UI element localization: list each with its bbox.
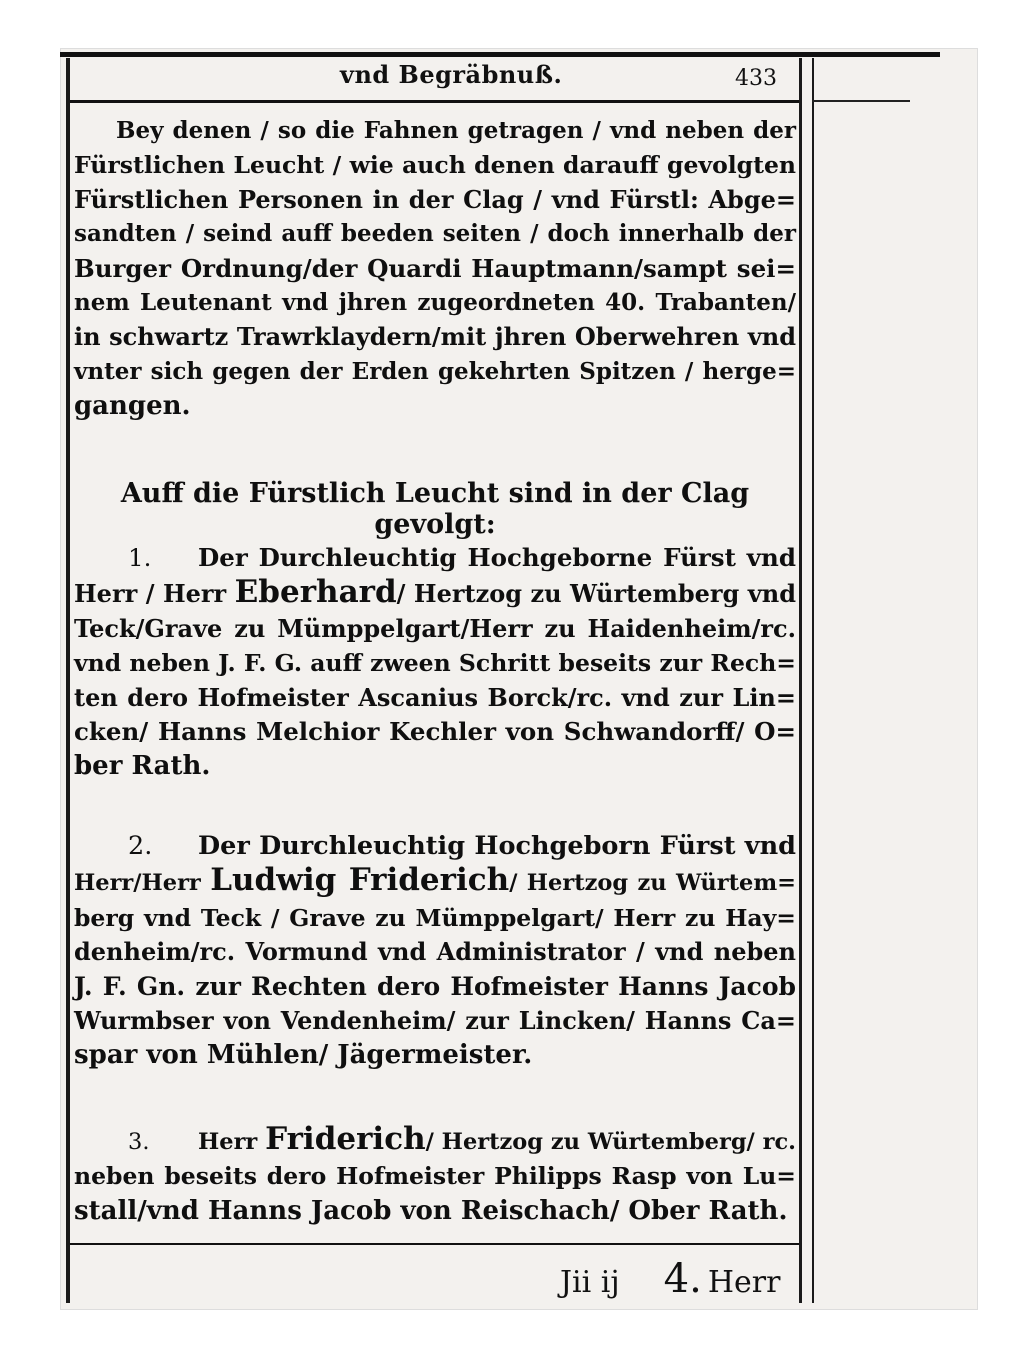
entry-line: cken/ Hanns Melchior Kechler von Schwandorff/ O= xyxy=(74,717,796,747)
entry-line: stall/vnd Hanns Jacob von Reischach/ Ober Rath. xyxy=(74,1195,788,1226)
entry-text: Herr/Herr xyxy=(74,870,211,897)
entry-3 xyxy=(74,1122,796,1228)
entry-name-line xyxy=(74,575,796,611)
header-rule xyxy=(70,100,799,103)
paragraph-line: Fürstlichen Leucht / wie auch denen darauff gevolgten xyxy=(74,151,796,180)
entry-line: vnd neben J. F. G. auff zween Schritt beseits zur Rech= xyxy=(74,649,796,678)
paragraph-line: Burger Ordnung/der Quardi Hauptmann/sampt sei= xyxy=(74,253,796,283)
paragraph-line: in schwartz Trawrklaydern/mit jhren Oberwehren vnd xyxy=(74,322,796,352)
left-frame-rule xyxy=(66,58,70,1303)
entry-line: ten dero Hofmeister Ascanius Borck/rc. vnd zur Lin= xyxy=(74,682,796,712)
entry-line: Wurmbser von Vendenheim/ zur Lincken/ Hanns Ca= xyxy=(74,1006,796,1036)
entry-number: 3. xyxy=(128,1129,150,1155)
entry-text: / Hertzog zu Würtemberg vnd xyxy=(396,579,796,609)
entry-1 xyxy=(74,541,796,784)
opening-paragraph xyxy=(74,114,796,424)
person-name: Friderich xyxy=(265,1121,426,1157)
entry-text: / Hertzog zu Würtem= xyxy=(509,870,796,897)
entry-line: denheim/rc. Vormund vnd Administrator / vnd neben xyxy=(74,937,796,967)
entry-first-line xyxy=(74,1122,796,1159)
top-border-rule xyxy=(60,52,940,57)
entry-name-line xyxy=(74,863,796,900)
page-number: 433 xyxy=(735,66,777,91)
margin-header-rule xyxy=(812,100,910,102)
catchword-line xyxy=(560,1256,780,1302)
margin-frame-rule xyxy=(812,58,814,1303)
signature-mark: Jii ij xyxy=(560,1265,620,1300)
entry-first-line xyxy=(74,829,796,863)
entry-text: / Hertzog zu Würtemberg/ rc. xyxy=(425,1129,796,1155)
entry-line: ber Rath. xyxy=(74,751,211,782)
entry-line: berg vnd Teck / Grave zu Mümppelgart/ Herr zu Hay= xyxy=(74,903,796,932)
entry-2 xyxy=(74,829,796,1073)
entry-number: 1. xyxy=(128,543,152,572)
person-name: Eberhard xyxy=(234,574,397,611)
entry-line: neben beseits dero Hofmeister Philipps Rasp von Lu= xyxy=(74,1162,796,1191)
paragraph-line: gangen. xyxy=(74,391,191,422)
entry-text: Herr / Herr xyxy=(74,579,235,609)
paragraph-line: Fürstlichen Personen in der Clag / vnd Fürstl: Abge= xyxy=(74,184,796,214)
entry-text: Der Durchleuchtig Hochgeborne Fürst vnd xyxy=(198,543,796,572)
right-frame-rule xyxy=(799,58,802,1303)
paragraph-line: sandten / seind auff beeden seiten / doch innerhalb der xyxy=(74,220,796,248)
paragraph-line: Bey denen / so die Fahnen getragen / vnd neben der xyxy=(116,117,796,144)
person-name: Ludwig Friderich xyxy=(210,862,510,899)
paragraph-line: vnter sich gegen der Erden gekehrten Spitzen / herge= xyxy=(74,357,796,385)
entry-line: Teck/Grave zu Mümppelgart/Herr zu Haidenheim/rc. xyxy=(74,613,796,643)
entry-number: 2. xyxy=(128,831,153,861)
entry-text: Der Durchleuchtig Hochgeborn Fürst vnd xyxy=(198,831,796,861)
running-head: vnd Begräbnuß. xyxy=(340,60,563,89)
entry-text: Herr xyxy=(198,1129,266,1155)
entry-line: J. F. Gn. zur Rechten dero Hofmeister Hanns Jacob xyxy=(74,971,796,1001)
entry-line: spar von Mühlen/ Jägermeister. xyxy=(74,1040,533,1071)
catch-number: 4. xyxy=(663,1256,702,1302)
entry-first-line xyxy=(74,541,796,575)
section-heading: Auff die Fürstlich Leucht sind in der Clag gevolgt: xyxy=(120,478,750,540)
paragraph-line: nem Leutenant vnd jhren zugeordneten 40. Trabanten/ xyxy=(74,289,796,317)
footer-rule xyxy=(70,1243,799,1245)
catchword: Herr xyxy=(707,1265,781,1300)
